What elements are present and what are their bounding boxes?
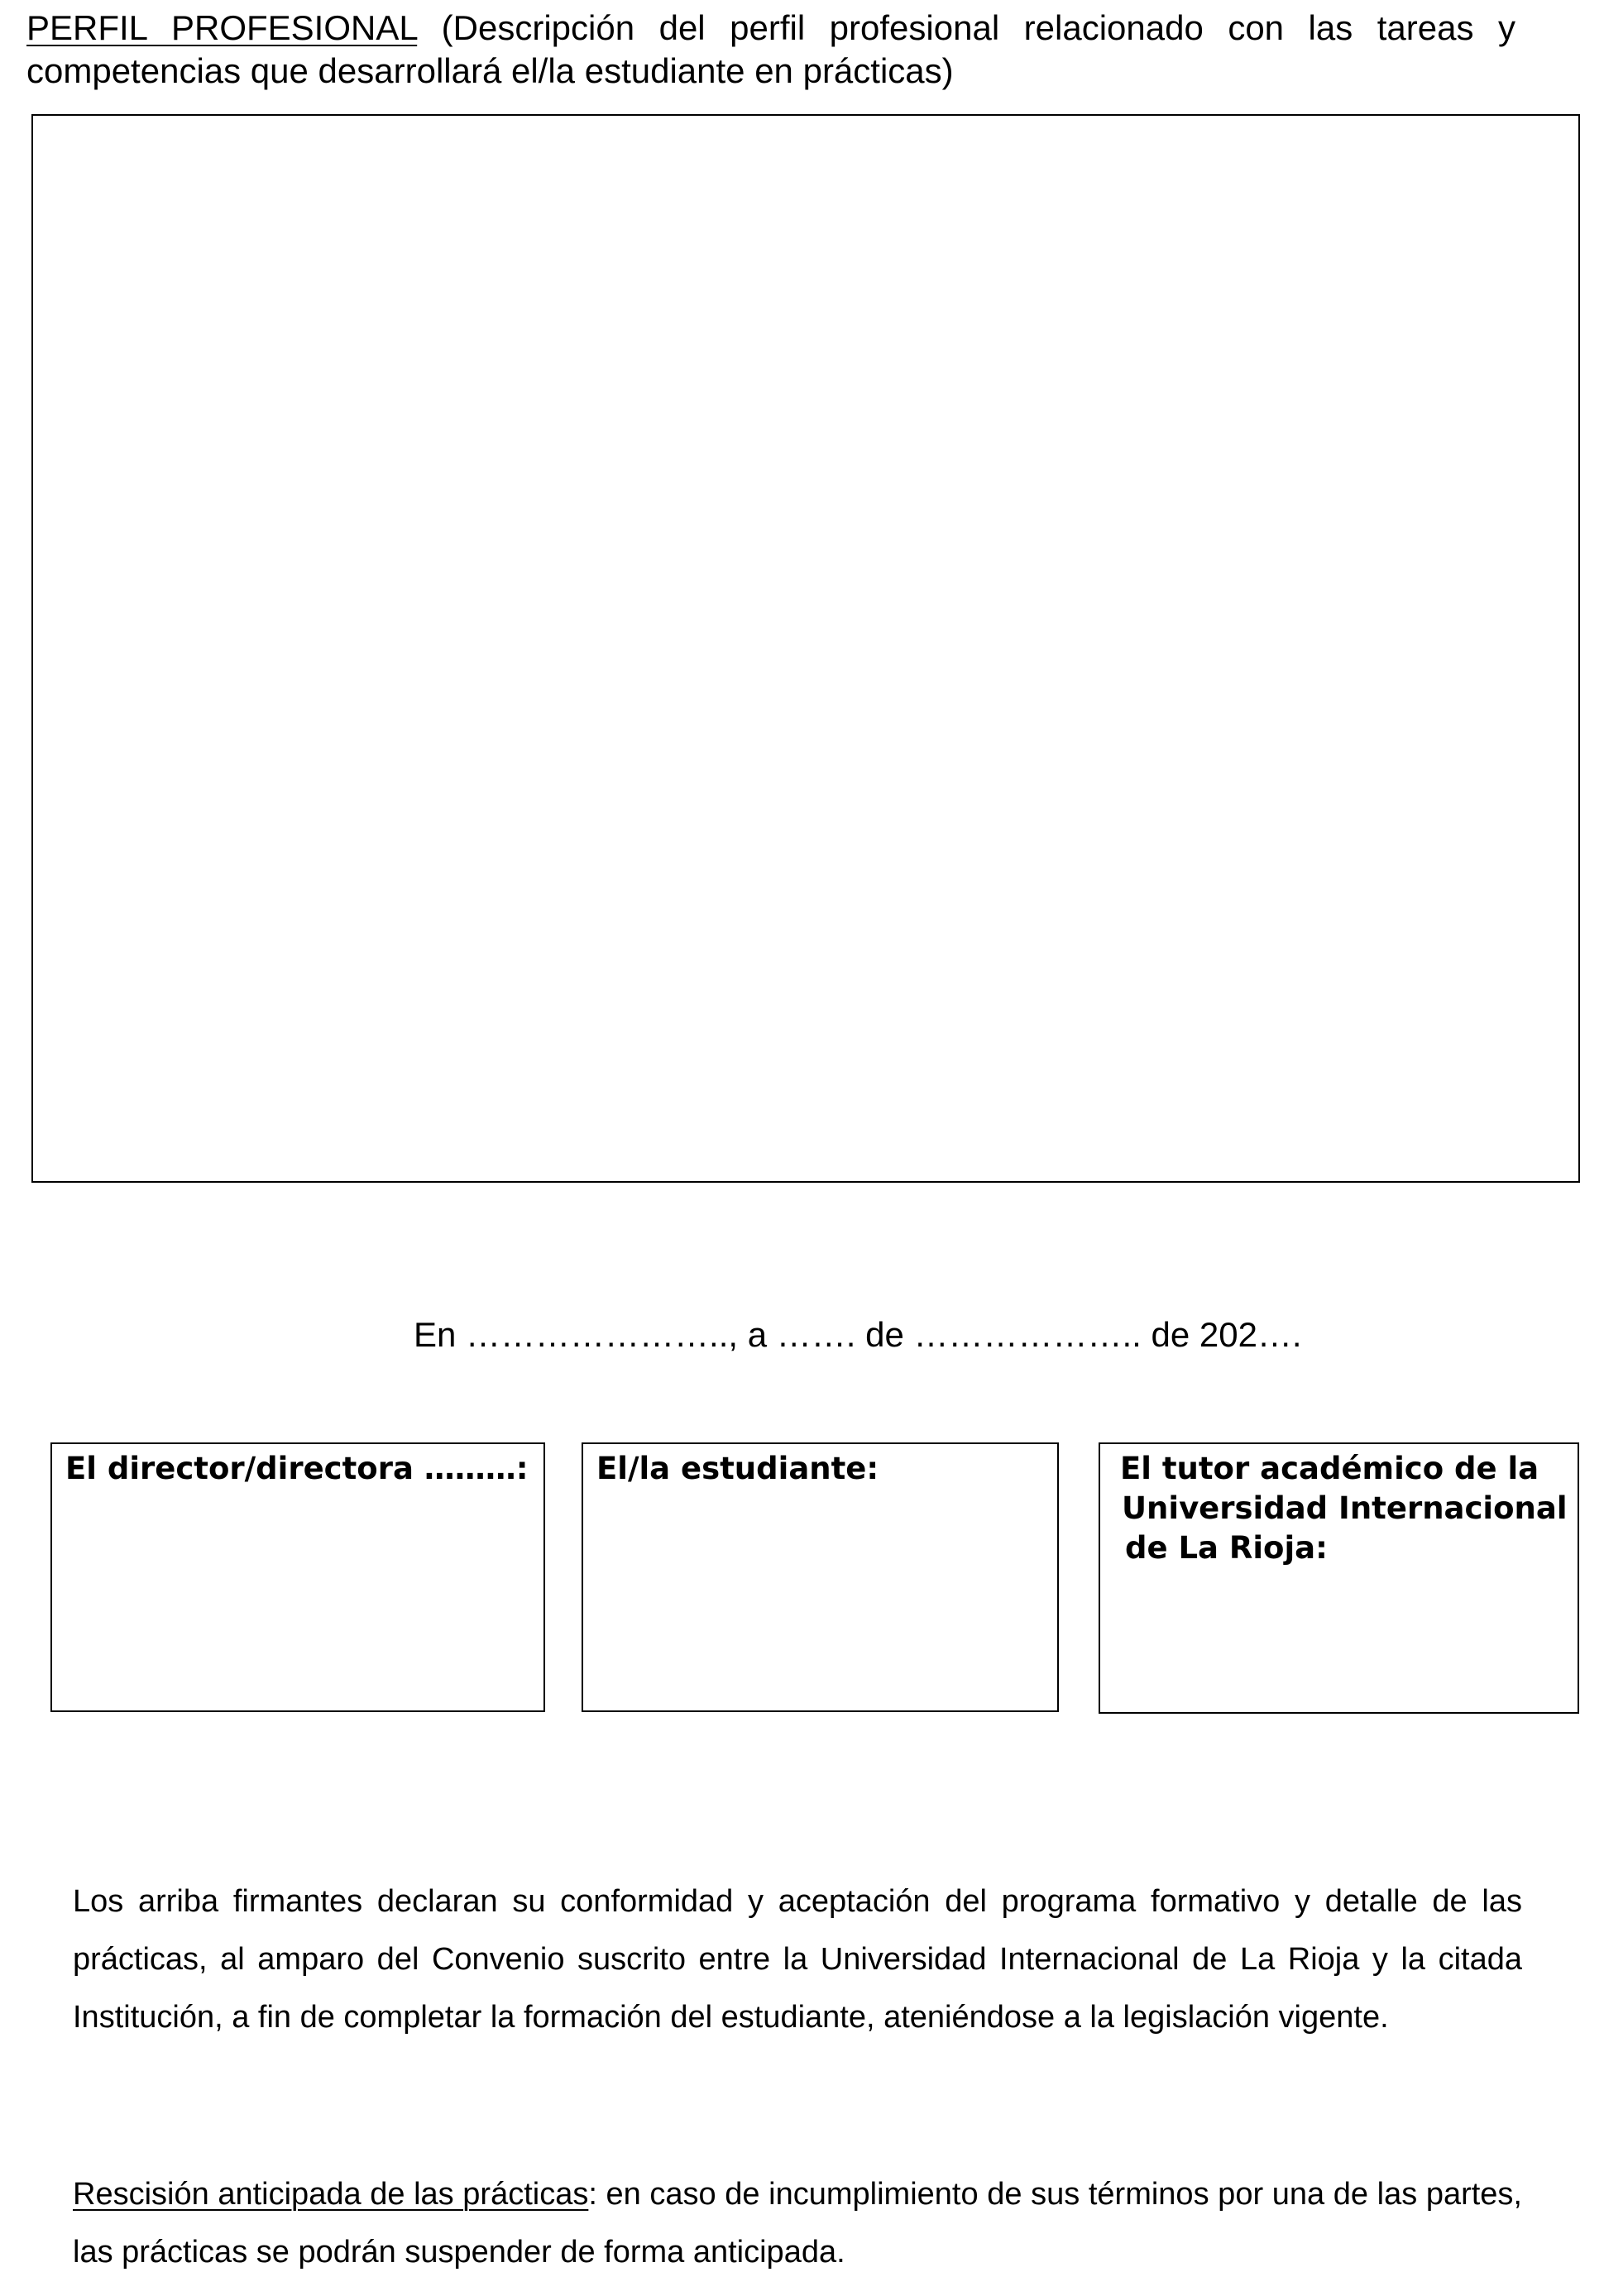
signature-box-director[interactable] xyxy=(50,1442,545,1712)
rescission-text: : en caso de incumplimiento de sus términos por una de las partes, las prácticas se podrán suspender de forma anticipada. xyxy=(73,2177,1522,2270)
signature-title-student: El/la estudiante: xyxy=(596,1451,879,1486)
signature-box-student[interactable] xyxy=(582,1442,1059,1712)
date-line: En ………………….., a ……. de ……………….. de 202…. xyxy=(414,1315,1302,1354)
signature-title-line: El tutor académico de la xyxy=(1120,1451,1539,1486)
section-heading xyxy=(26,7,1515,93)
heading-description: (Descripción del perfil profesional relacionado con las tareas y competencias que desarrollará el/la estudiante en prácticas) xyxy=(26,8,1515,90)
heading-label: PERFIL PROFESIONAL xyxy=(26,8,418,47)
rescission-label: Rescisión anticipada de las prácticas xyxy=(73,2177,589,2212)
rescission-paragraph xyxy=(73,2165,1522,2281)
profile-description-box[interactable] xyxy=(31,114,1580,1183)
signature-title-director: El director/directora ………: xyxy=(65,1451,529,1486)
signature-title-line: de La Rioja: xyxy=(1125,1530,1328,1566)
declaration-paragraph: Los arriba firmantes declaran su conformidad y aceptación del programa formativo y detalle de las prácticas, al amparo del Convenio suscrito entre la Universidad Internacional de La Rioja y la citada Institución, a fin de completar la formación del estudiante, ateniéndose a la legislación vigente. xyxy=(73,1884,1522,2035)
signature-title-line: Universidad Internacional xyxy=(1122,1490,1568,1526)
signature-box-academic-tutor[interactable] xyxy=(1099,1442,1579,1714)
signature-title-academic-tutor xyxy=(1100,1444,1578,1568)
